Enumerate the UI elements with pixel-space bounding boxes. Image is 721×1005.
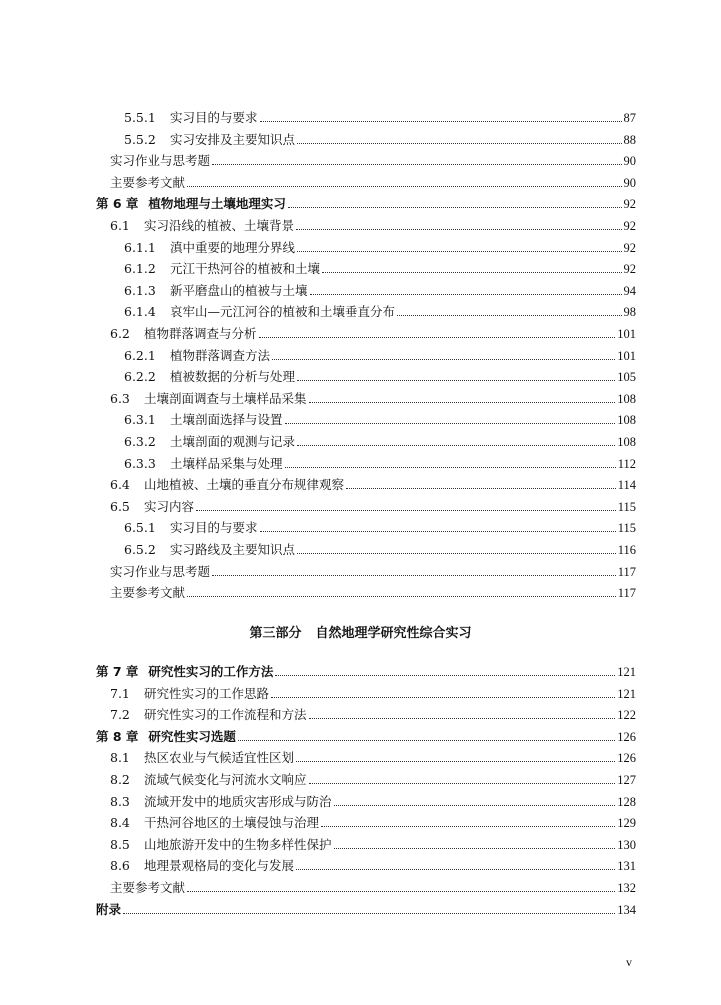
toc-entry-page: 126 xyxy=(617,751,636,766)
toc-chapter-entry[interactable] xyxy=(96,900,636,920)
toc-entry-title: 实习安排及主要知识点 xyxy=(170,131,296,147)
toc-entry-title: 实习目的与要求 xyxy=(170,110,258,125)
toc-entry-page: 92 xyxy=(623,240,636,255)
toc-entry-number: 第 7 章 xyxy=(96,664,139,679)
toc-entry-page: 128 xyxy=(617,794,636,809)
toc-entry-number: 第 6 章 xyxy=(96,196,139,212)
toc-entry-page: 108 xyxy=(617,413,636,428)
toc-entry[interactable] xyxy=(110,475,636,495)
toc-entry-number: 第 8 章 xyxy=(96,728,139,744)
toc-entry-label xyxy=(110,813,319,833)
toc-entry-title: 山地植被、土壤的垂直分布规律观察 xyxy=(144,477,345,493)
toc-chapter-entry[interactable] xyxy=(96,194,636,214)
toc-entry-page: 108 xyxy=(617,391,636,406)
toc-entry-page: 108 xyxy=(617,435,636,449)
dot-leader xyxy=(272,359,615,360)
toc-entry-page: 130 xyxy=(617,837,636,852)
dot-leader xyxy=(285,467,616,468)
toc-entry-label xyxy=(124,518,258,538)
toc-entry-label xyxy=(110,748,294,768)
toc-entry-label xyxy=(124,454,283,474)
toc-entry-title: 土壤剖面调查与土壤样品采集 xyxy=(144,390,307,406)
toc-entry[interactable] xyxy=(124,238,636,258)
dot-leader xyxy=(212,575,616,576)
dot-leader xyxy=(310,294,622,295)
dot-leader xyxy=(309,402,616,403)
toc-entry[interactable] xyxy=(110,684,636,704)
toc-entry-label xyxy=(110,792,332,812)
toc-entry-title: 实习沿线的植被、土壤背景 xyxy=(144,218,295,233)
toc-entry-number: 6.3.3 xyxy=(124,455,156,471)
toc-entry[interactable] xyxy=(124,432,636,452)
dot-leader xyxy=(196,510,616,511)
toc-entry-label xyxy=(124,346,270,366)
toc-entry[interactable] xyxy=(110,324,636,344)
dot-leader xyxy=(297,143,621,144)
toc-entry-label xyxy=(110,583,185,603)
dot-leader xyxy=(288,207,622,208)
toc-entry-page: 131 xyxy=(617,859,636,874)
toc-entry[interactable] xyxy=(110,770,636,790)
dot-leader xyxy=(238,740,615,741)
toc-entry-number: 8.4 xyxy=(110,815,130,831)
dot-leader xyxy=(321,826,615,827)
toc-entry-label xyxy=(96,727,236,747)
toc-entry-page: 90 xyxy=(623,154,636,169)
toc-entry-page: 115 xyxy=(617,521,636,536)
toc-entry-page: 117 xyxy=(617,586,636,601)
toc-entry-page: 121 xyxy=(617,686,636,701)
part-title: 自然地理学研究性综合实习 xyxy=(315,626,472,641)
toc-entry-page: 116 xyxy=(617,543,636,557)
toc-entry-title: 滇中重要的地理分界线 xyxy=(170,239,296,255)
toc-entry-label xyxy=(124,259,320,279)
dot-leader xyxy=(297,445,615,446)
toc-entry[interactable] xyxy=(110,856,636,876)
toc-entry[interactable] xyxy=(110,173,636,193)
toc-entry-label xyxy=(96,662,273,682)
toc-entry-title: 植物群落调查方法 xyxy=(170,347,271,363)
toc-entry-number: 6.3.2 xyxy=(124,434,156,449)
toc-entry-label xyxy=(110,684,269,704)
page-number: v xyxy=(626,955,632,969)
part-label: 第三部分 xyxy=(249,626,302,641)
toc-entry-page: 126 xyxy=(617,729,636,744)
toc-entry-number: 6.1 xyxy=(110,218,130,233)
toc-entry-label xyxy=(110,562,210,582)
toc-entry-label xyxy=(110,324,257,344)
toc-entry-page: 121 xyxy=(617,665,636,679)
toc-entry-title: 实习作业与思考题 xyxy=(110,153,211,169)
toc-entry-title: 主要参考文献 xyxy=(110,880,186,895)
toc-entry-page: 122 xyxy=(617,708,636,723)
toc-entry-number: 7.1 xyxy=(110,685,130,701)
toc-entry-title: 植物群落调查与分析 xyxy=(144,326,257,341)
toc-entry-page: 98 xyxy=(623,305,636,320)
toc-entry[interactable] xyxy=(124,281,636,301)
dot-leader xyxy=(187,596,616,597)
dot-leader xyxy=(259,337,616,338)
toc-entry-title: 土壤剖面选择与设置 xyxy=(170,412,283,428)
dot-leader xyxy=(123,913,615,914)
toc-entry-title: 山地旅游开发中的生物多样性保护 xyxy=(144,836,332,852)
toc-entry-label xyxy=(96,194,286,214)
dot-leader xyxy=(297,380,615,381)
toc-entry-number: 8.3 xyxy=(110,793,130,809)
toc-entry-number: 5.5.2 xyxy=(124,131,156,147)
toc-entry-number: 6.4 xyxy=(110,477,130,493)
dot-leader xyxy=(334,848,616,849)
toc-entry-number: 6.5.2 xyxy=(124,542,156,557)
toc-entry-label xyxy=(124,130,295,150)
toc-entry-title: 哀牢山—元江河谷的植被和土壤垂直分布 xyxy=(170,304,396,320)
toc-entry[interactable] xyxy=(124,367,636,387)
toc-entry-page: 114 xyxy=(617,478,636,493)
toc-entry[interactable] xyxy=(124,259,636,279)
toc-entry-number: 6.1.2 xyxy=(124,261,156,277)
toc-entry-title: 元江干热河谷的植被和土壤 xyxy=(170,261,321,277)
toc-entry-title: 流域开发中的地质灾害形成与防治 xyxy=(144,793,332,809)
toc-entry-number: 8.2 xyxy=(110,772,130,787)
toc-entry[interactable] xyxy=(110,216,636,236)
toc-entry-label xyxy=(124,281,308,301)
toc-entry-page: 88 xyxy=(623,132,636,147)
toc-entry-title: 主要参考文献 xyxy=(110,174,186,190)
dot-leader xyxy=(322,272,621,273)
dot-leader xyxy=(285,423,616,424)
toc-entry-label xyxy=(110,173,185,193)
toc-chapter-entry[interactable] xyxy=(96,727,636,747)
toc-entry-label xyxy=(110,770,307,790)
toc-entry-title: 土壤剖面的观测与记录 xyxy=(170,434,296,449)
toc-entry-title: 研究性实习选题 xyxy=(148,728,236,744)
dot-leader xyxy=(296,229,621,230)
toc-entry-title: 植被数据的分析与处理 xyxy=(170,369,296,385)
dot-leader xyxy=(297,553,616,554)
toc-entry-label xyxy=(110,475,344,495)
toc-entry-number: 5.5.1 xyxy=(124,110,156,125)
toc-entry-label xyxy=(124,238,295,258)
toc-entry-label xyxy=(110,705,307,725)
dot-leader xyxy=(309,718,616,719)
toc-entry[interactable] xyxy=(110,151,636,171)
dot-leader xyxy=(397,315,621,316)
toc-entry-page: 94 xyxy=(623,283,636,298)
toc-entry-label xyxy=(124,432,295,452)
toc-entry-label xyxy=(124,540,295,560)
toc-entry-page: 117 xyxy=(617,564,636,579)
toc-entry-number: 6.3 xyxy=(110,390,130,406)
toc-chapter-entry[interactable] xyxy=(96,662,636,682)
toc-entry-title: 新平磨盘山的植被与土壤 xyxy=(170,282,308,298)
toc-entry-label xyxy=(124,367,295,387)
toc-entry-title: 附录 xyxy=(96,901,122,917)
toc-entry-label xyxy=(110,878,185,898)
toc-entry-number: 6.1.1 xyxy=(124,239,156,255)
toc-entry-page: 101 xyxy=(617,348,636,363)
toc-entry[interactable] xyxy=(110,583,636,603)
dot-leader xyxy=(296,761,615,762)
toc-entry-page: 87 xyxy=(623,111,636,125)
toc-entry-page: 92 xyxy=(623,262,636,277)
toc-entry-number: 8.6 xyxy=(110,858,130,874)
toc-entry-page: 134 xyxy=(617,902,636,917)
toc-entry-label xyxy=(110,151,210,171)
toc-entry[interactable] xyxy=(110,813,636,833)
toc-entry[interactable] xyxy=(110,835,636,855)
toc-entry-label xyxy=(124,302,395,322)
toc-entry-number: 7.2 xyxy=(110,707,130,723)
toc-entry-page: 105 xyxy=(617,370,636,385)
dot-leader xyxy=(260,531,616,532)
part-heading xyxy=(0,622,721,641)
toc-entry-label xyxy=(110,216,294,236)
toc-entry-page: 132 xyxy=(617,881,636,895)
dot-leader xyxy=(346,488,616,489)
dot-leader xyxy=(187,891,615,892)
toc-entry-label xyxy=(124,108,258,128)
toc-entry-title: 主要参考文献 xyxy=(110,585,186,601)
dot-leader xyxy=(187,186,621,187)
toc-entry-title: 实习路线及主要知识点 xyxy=(170,542,296,557)
toc-entry-number: 8.5 xyxy=(110,836,130,852)
toc-entry-number: 6.2.2 xyxy=(124,369,156,385)
toc-entry-label xyxy=(110,835,332,855)
toc-entry-page: 92 xyxy=(623,197,636,212)
toc-entry[interactable] xyxy=(110,705,636,725)
toc-entry-title: 植物地理与土壤地理实习 xyxy=(148,196,286,212)
toc-entry[interactable] xyxy=(110,792,636,812)
toc-entry-title: 实习目的与要求 xyxy=(170,520,258,536)
toc-entry[interactable] xyxy=(110,562,636,582)
toc-entry-number: 6.1.4 xyxy=(124,304,156,320)
toc-entry-title: 研究性实习的工作思路 xyxy=(144,685,270,701)
toc-entry-number: 6.3.1 xyxy=(124,412,156,428)
dot-leader xyxy=(334,805,616,806)
dot-leader xyxy=(297,251,621,252)
toc-entry[interactable] xyxy=(110,878,636,898)
toc-entry-page: 127 xyxy=(617,773,636,787)
toc-entry-title: 土壤样品采集与处理 xyxy=(170,455,283,471)
toc-entry[interactable] xyxy=(124,108,636,128)
toc-entry-title: 实习作业与思考题 xyxy=(110,563,211,579)
toc-entry-number: 6.1.3 xyxy=(124,282,156,298)
toc-entry[interactable] xyxy=(110,497,636,517)
toc-entry-page: 92 xyxy=(623,219,636,233)
dot-leader xyxy=(309,783,616,784)
toc-entry-title: 地理景观格局的变化与发展 xyxy=(144,858,295,874)
toc-entry-number: 8.1 xyxy=(110,750,130,766)
toc-entry-title: 热区农业与气候适宜性区划 xyxy=(144,750,295,766)
dot-leader xyxy=(275,675,615,676)
toc-entry-title: 研究性实习的工作方法 xyxy=(148,664,274,679)
dot-leader xyxy=(271,697,615,698)
toc-entry[interactable] xyxy=(110,748,636,768)
toc-entry-label xyxy=(124,410,283,430)
toc-entry[interactable] xyxy=(124,346,636,366)
toc-entry-number: 6.5 xyxy=(110,498,130,514)
toc-entry-label xyxy=(110,497,194,517)
toc-entry-page: 90 xyxy=(623,175,636,190)
toc-entry-title: 实习内容 xyxy=(144,498,195,514)
toc-entry-number: 6.5.1 xyxy=(124,520,156,536)
dot-leader xyxy=(260,121,622,122)
toc-entry-number: 6.2.1 xyxy=(124,347,156,363)
dot-leader xyxy=(296,869,615,870)
toc-entry-title: 研究性实习的工作流程和方法 xyxy=(144,707,307,723)
toc-entry-page: 112 xyxy=(617,456,636,471)
toc-entry[interactable] xyxy=(124,454,636,474)
toc-entry-page: 129 xyxy=(617,816,636,831)
toc-entry-label xyxy=(96,900,121,920)
toc-entry-title: 流域气候变化与河流水文响应 xyxy=(144,772,307,787)
toc-entry[interactable] xyxy=(124,518,636,538)
toc-entry[interactable] xyxy=(124,410,636,430)
toc-entry[interactable] xyxy=(124,130,636,150)
toc-entry[interactable] xyxy=(124,540,636,560)
toc-entry[interactable] xyxy=(124,302,636,322)
toc-entry-label xyxy=(110,856,294,876)
toc-entry-page: 101 xyxy=(617,327,636,341)
dot-leader xyxy=(212,164,621,165)
toc-entry-label xyxy=(110,389,307,409)
toc-entry-title: 干热河谷地区的土壤侵蚀与治理 xyxy=(144,815,320,831)
toc-entry[interactable] xyxy=(110,389,636,409)
toc-entry-page: 115 xyxy=(617,499,636,514)
toc-entry-number: 6.2 xyxy=(110,326,130,341)
